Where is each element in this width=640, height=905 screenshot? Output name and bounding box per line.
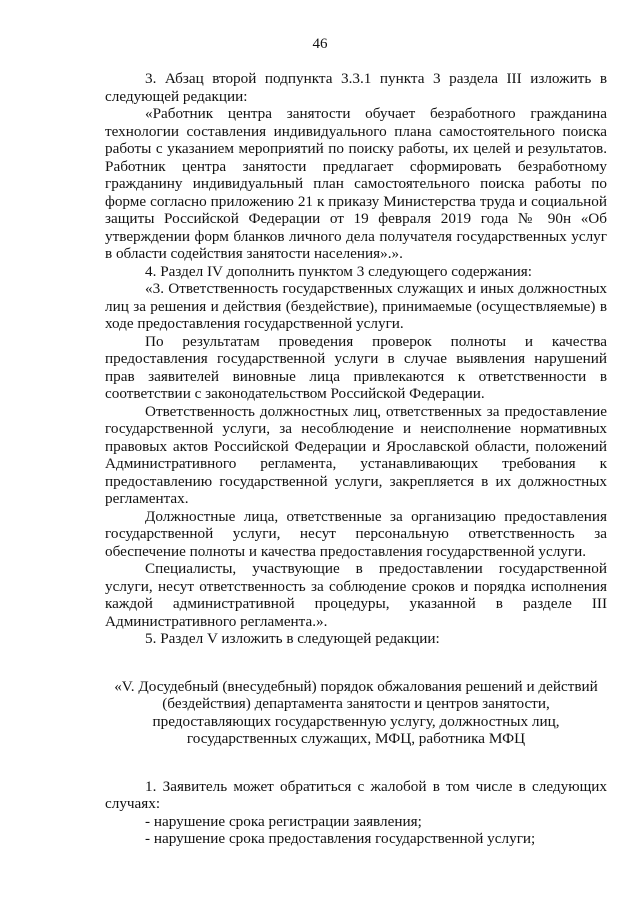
paragraph-amend-3: 3. Абзац второй подпункта 3.3.1 пункта 3 раздела III изложить в следующей редакции: [105, 70, 607, 105]
page-number: 46 [312, 36, 328, 52]
paragraph-organizers-responsibility: Должностные лица, ответственные за организацию предоставления государственной услуги, несут персональную ответственность за обеспечение полноты и качества предоставления государственной услуги. [105, 507, 607, 560]
paragraph-specialists-responsibility: Специалисты, участвующие в предоставлении государственной услуги, несут ответственность за соблюдение сроков и порядка исполнения каждой административной процедуры, указанной в разделе III Административного регламента.». [105, 560, 607, 630]
paragraph-inspection-results: По результатам проведения проверок полноты и качества предоставления государственной услуги в случае выявления нарушений прав заявителей виновные лица привлекаются к ответственности в соответствии с законодательством Российской Федерации. [105, 332, 607, 402]
document-body [105, 70, 607, 848]
paragraph-complaint-cases: 1. Заявитель может обратиться с жалобой в том числе в следующих случаях: [105, 777, 607, 812]
paragraph-officials-responsibility: Ответственность должностных лиц, ответственных за предоставление государственной услуги, за несоблюдение и неисполнение нормативных правовых актов Российской Федерации и Ярославской области, положений Административного регламента, устанавливающих требования к предоставлению государственной услуги, закрепляется в их должностных регламентах. [105, 402, 607, 507]
list-item: - нарушение срока регистрации заявления; [145, 812, 422, 830]
section-heading: «V. Досудебный (внесудебный) порядок обжалования решений и действий (бездействия) департамента занятости и центров занятости, предоставляющих государственную услугу, должностных лиц, государственных служащих, МФЦ, работника МФЦ [114, 677, 598, 747]
paragraph-quote-employment-center: «Работник центра занятости обучает безработного гражданина технологии составления индивидуального плана самостоятельного поиска работы с указанием мероприятий по поиску работы, их целей и результатов. Работник центра занятости предлагает сформировать безработному гражданину индивидуальный план самостоятельного поиска работы по форме согласно приложению 21 к приказу Министерства труда и социальной защиты Российской Федерации от 19 февраля 2019 года № 90н «Об утверждении форм бланков личного дела получателя государственных услуг в области содействия занятости населения».». [105, 105, 607, 262]
paragraph-amend-4: 4. Раздел IV дополнить пунктом 3 следующего содержания: [145, 262, 532, 280]
paragraph-amend-5: 5. Раздел V изложить в следующей редакции: [145, 630, 440, 647]
paragraph-responsibility-intro: «3. Ответственность государственных служащих и иных должностных лиц за решения и действия (бездействие), принимаемые (осуществляемые) в ходе предоставления государственной услуги. [105, 280, 607, 332]
list-item: - нарушение срока предоставления государственной услуги; [145, 830, 536, 847]
